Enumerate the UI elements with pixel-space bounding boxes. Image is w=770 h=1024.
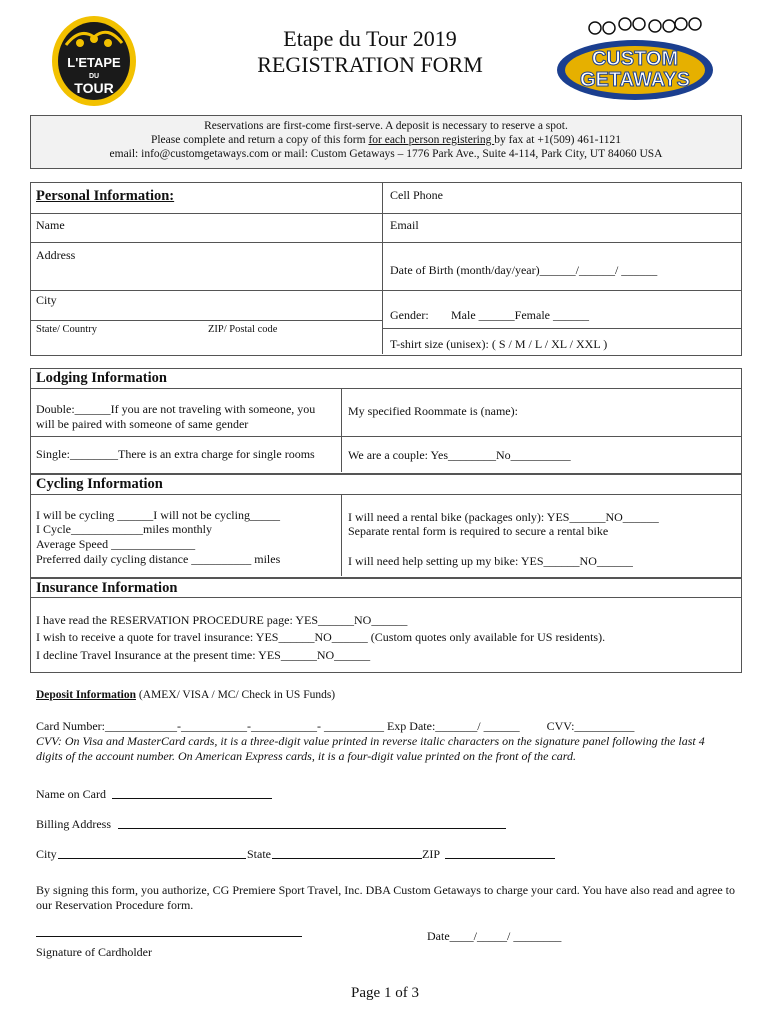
decline-insurance[interactable]: I decline Travel Insurance at the present time: YES______NO______ [36, 648, 371, 662]
custom-logo-line1: CUSTOM [591, 48, 679, 70]
signature-label: Signature of Cardholder [36, 945, 152, 959]
intro-line-3: email: info@customgetaways.com or mail: Custom Getaways – 1776 Park Ave., Suite 4-114, Park City, UT 84060 USA [109, 148, 663, 160]
cycling-yes-no[interactable]: I will be cycling ______I will not be cycling_____ [36, 508, 280, 522]
custom-logo-line2: GETAWAYS [579, 69, 691, 91]
address-label: Address [36, 248, 76, 262]
gender-options[interactable]: Male ______Female ______ [451, 308, 589, 322]
cycling-heading: Cycling Information [36, 476, 163, 492]
zip-field[interactable] [445, 846, 555, 859]
daily-distance[interactable]: Preferred daily cycling distance __________ miles [36, 552, 281, 566]
intro-line-2 [31, 133, 741, 147]
double-option-note: will be paired with someone of same gender [36, 417, 249, 431]
miles-monthly[interactable]: I Cycle____________miles monthly [36, 522, 212, 536]
rental-bike-note: Separate rental form is required to secure a rental bike [348, 524, 609, 538]
name-on-card-field[interactable] [112, 786, 272, 799]
gender-label: Gender: [390, 308, 429, 322]
dob-label[interactable]: Date of Birth (month/day/year)______/______/ ______ [390, 263, 658, 277]
state-country-label: State/ Country [36, 324, 97, 335]
zip-label-deposit: ZIP [422, 847, 440, 861]
card-number-line[interactable]: Card Number:____________-___________-___________- __________ Exp Date:_______/ ______ CVV:__________ [36, 719, 635, 733]
state-label-deposit: State [247, 847, 271, 861]
name-label: Name [36, 218, 65, 232]
cvv-note: CVV: On Visa and MasterCard cards, it is a three-digit value printed in reverse italic characters on the signature panel following the last 4 digits of the account number. On American Express cards, it is a four-digit value printed on the front of the card. [36, 734, 705, 763]
deposit-heading [36, 689, 335, 701]
double-option[interactable]: Double:______If you are not traveling with someone, you [36, 402, 316, 416]
etape-logo-line3: TOUR [74, 80, 114, 96]
lodging-heading: Lodging Information [36, 370, 167, 386]
couple-option[interactable]: We are a couple: Yes________No__________ [348, 448, 571, 462]
page-title [220, 26, 520, 78]
tshirt-size-label[interactable]: T-shirt size (unisex): ( S / M / L / XL / XXL ) [390, 337, 608, 351]
etape-logo-line1: L'ETAPE [67, 55, 121, 70]
billing-address-field[interactable] [118, 816, 506, 829]
page-number: Page 1 of 3 [351, 985, 419, 1001]
intro-line-1: Reservations are first-come first-serve. A deposit is necessary to reserve a spot. [204, 120, 568, 132]
etape-logo-line2: DU [88, 73, 100, 80]
state-field[interactable] [272, 846, 422, 859]
intro-line-2-post: by fax at +1(509) 461-1121 [494, 134, 622, 146]
date-field[interactable]: Date____/_____/ ________ [427, 929, 562, 943]
intro-line-2-underlined: for each person registering [368, 134, 495, 146]
average-speed[interactable]: Average Speed ______________ [36, 537, 196, 551]
city-field[interactable] [58, 846, 246, 859]
cell-phone-label: Cell Phone [390, 188, 443, 202]
signature-field[interactable] [36, 924, 302, 937]
city-label: City [36, 293, 57, 307]
authorization-text: By signing this form, you authorize, CG Premiere Sport Travel, Inc. DBA Custom Getaways to charge your card. You have also read and agree to our Reservation Procedure form. [36, 883, 735, 912]
roommate-label[interactable]: My specified Roommate is (name): [348, 404, 518, 418]
bike-setup-help[interactable]: I will need help setting up my bike: YES______NO______ [348, 554, 633, 568]
etape-logo [50, 15, 138, 107]
deposit-heading-title: Deposit Information [36, 689, 136, 701]
intro-box [30, 115, 742, 169]
deposit-heading-note: (AMEX/ VISA / MC/ Check in US Funds) [136, 689, 336, 701]
email-label: Email [390, 218, 419, 232]
single-option[interactable]: Single:________There is an extra charge for single rooms [36, 447, 315, 461]
reservation-procedure-read[interactable]: I have read the RESERVATION PROCEDURE page: YES______NO______ [36, 613, 408, 627]
name-on-card-label: Name on Card [36, 787, 106, 801]
rental-bike[interactable]: I will need a rental bike (packages only): YES______NO______ [348, 510, 659, 524]
title-line-1: Etape du Tour 2019 [283, 26, 457, 51]
zip-label: ZIP/ Postal code [208, 324, 278, 335]
city-label-deposit: City [36, 847, 57, 861]
personal-heading: Personal Information: [36, 188, 175, 204]
insurance-heading: Insurance Information [36, 580, 178, 596]
insurance-quote[interactable]: I wish to receive a quote for travel insurance: YES______NO______ (Custom quotes only available for US residents). [36, 630, 606, 644]
custom-getaways-logo [555, 8, 715, 103]
billing-address-label: Billing Address [36, 817, 112, 831]
title-line-2: REGISTRATION FORM [257, 52, 483, 77]
intro-line-2-pre: Please complete and return a copy of this form [150, 134, 369, 146]
